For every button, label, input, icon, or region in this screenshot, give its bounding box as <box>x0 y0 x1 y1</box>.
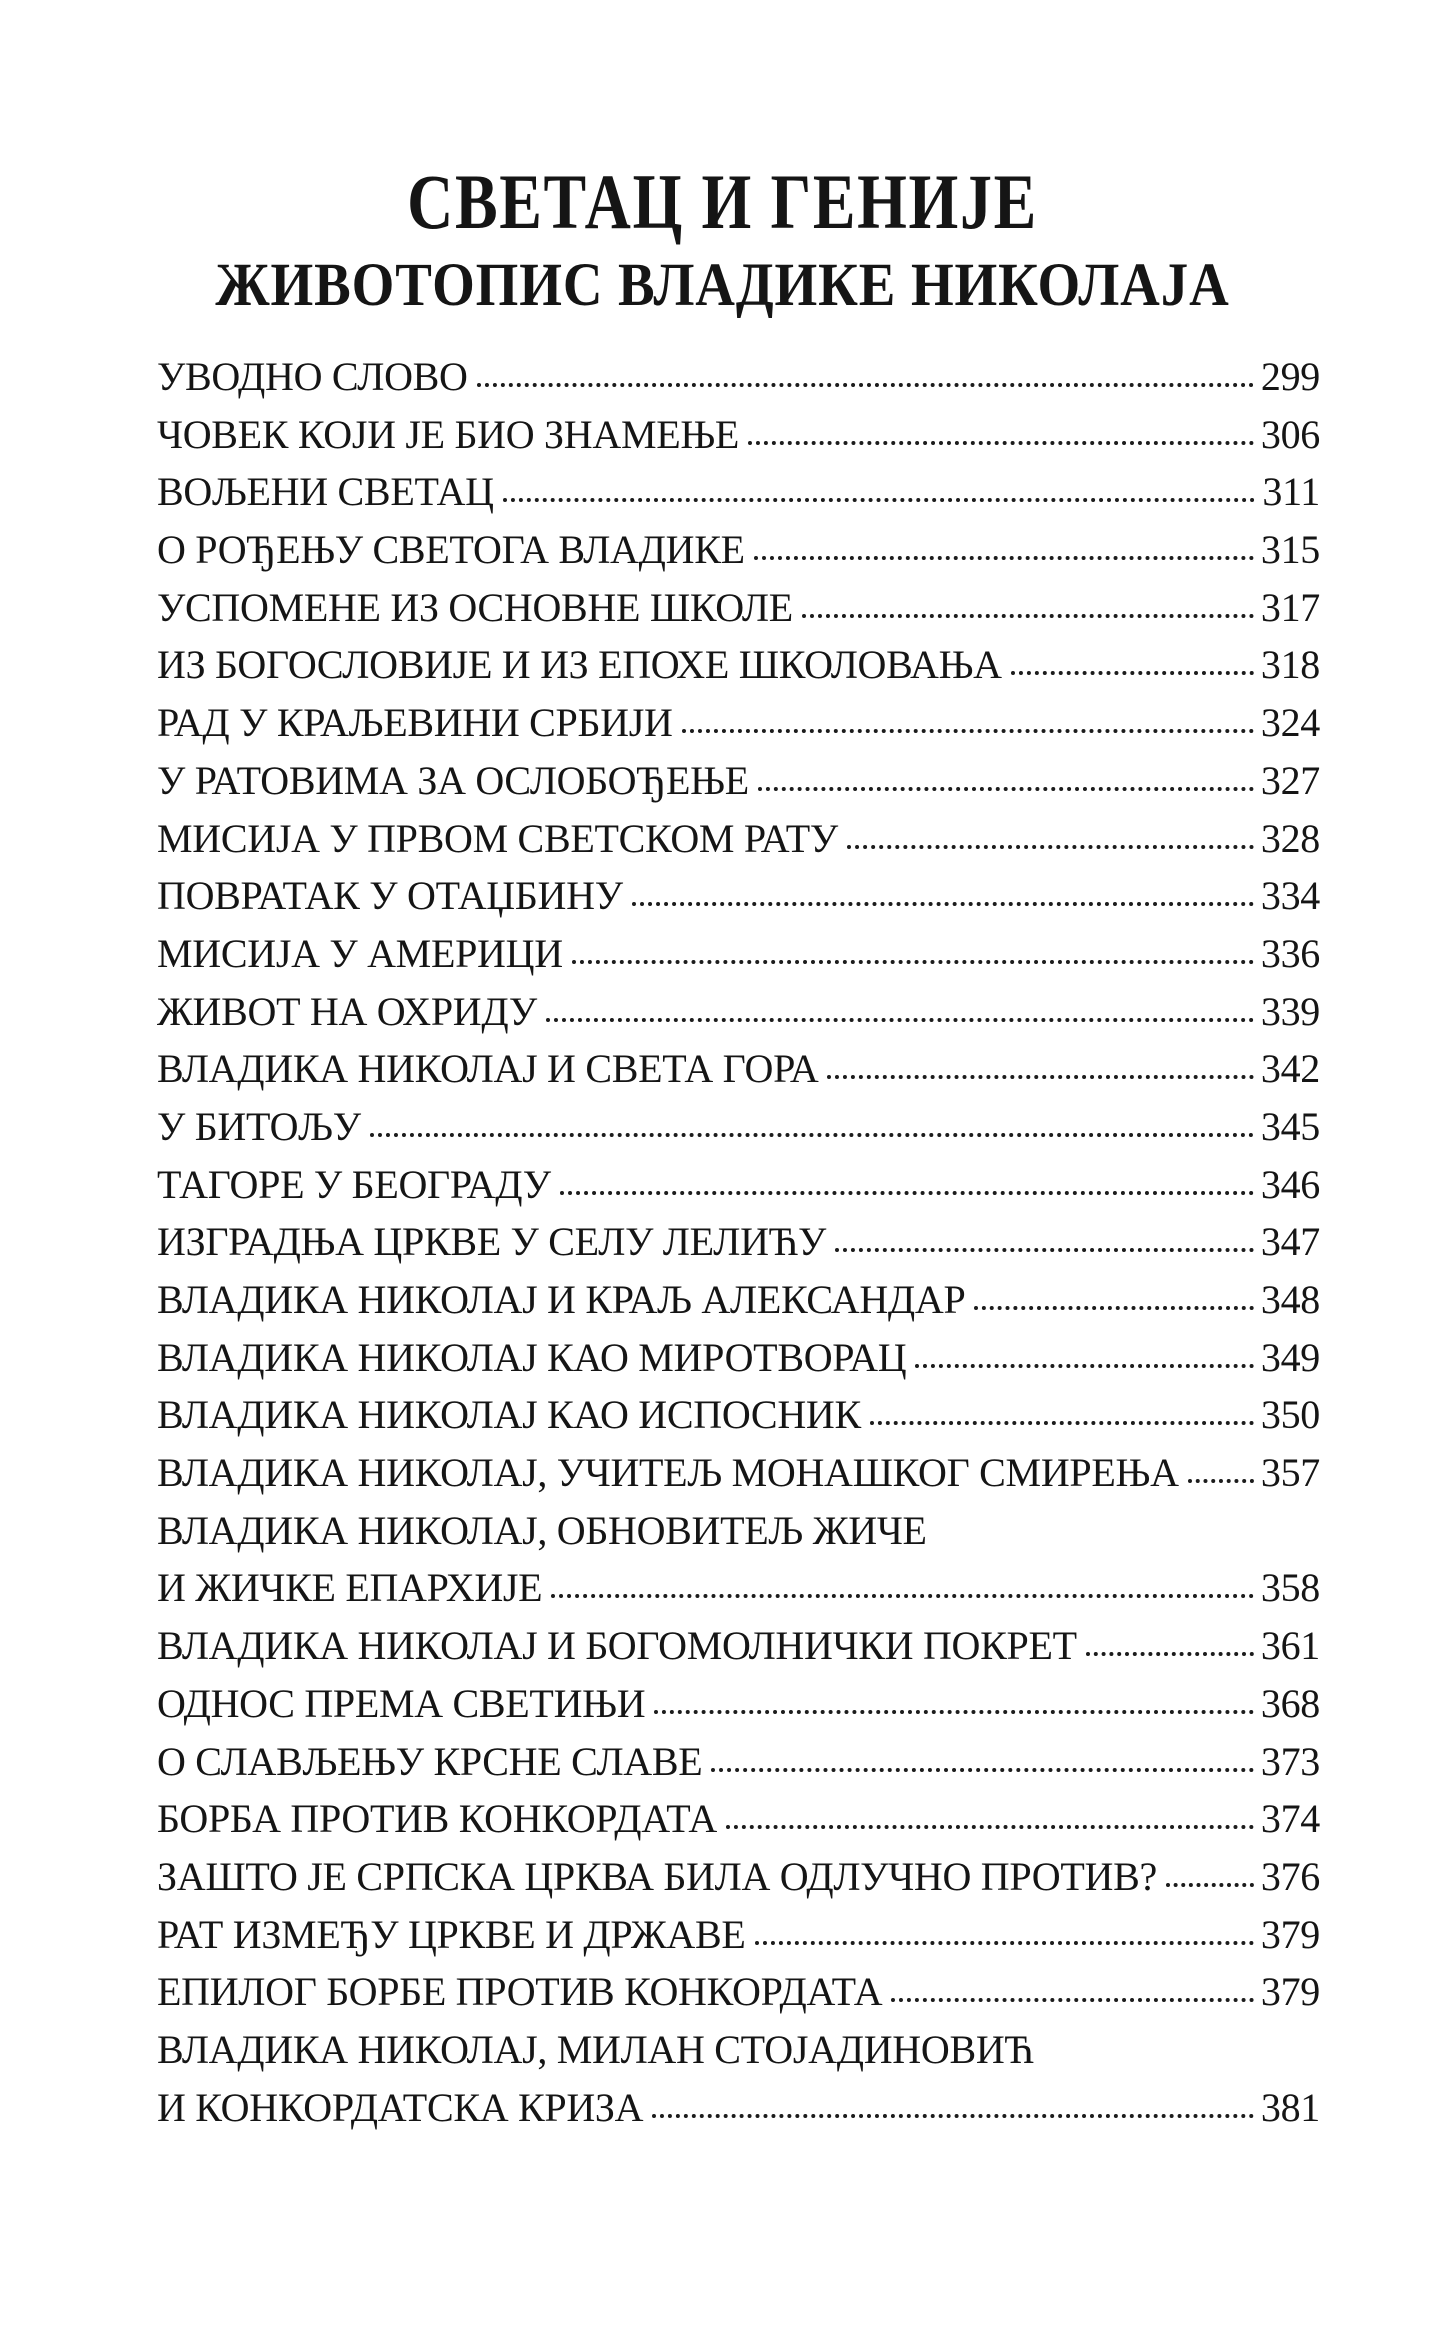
dot-leader <box>546 1018 1254 1022</box>
toc-page-number: 317 <box>1260 584 1320 630</box>
dot-leader <box>682 729 1254 733</box>
toc-page-number: 348 <box>1260 1277 1320 1322</box>
toc-entry-label: ИЗГРАДЊА ЦРКВЕ У СЕЛУ ЛЕЛИЋУ <box>157 1219 827 1265</box>
dot-leader <box>560 1191 1254 1195</box>
toc-page-number: 368 <box>1260 1680 1320 1726</box>
dot-leader <box>827 1075 1253 1079</box>
toc-page-number: 342 <box>1260 1046 1320 1092</box>
toc-entry <box>157 1963 1320 2021</box>
toc-entry <box>157 694 1320 752</box>
toc-entry-line2 <box>157 1559 1320 1617</box>
dot-leader <box>754 556 1254 560</box>
toc-page-number: 346 <box>1260 1161 1320 1207</box>
dot-leader <box>652 2114 1254 2118</box>
toc-entry <box>157 521 1320 579</box>
dot-leader <box>632 902 1254 906</box>
dot-leader <box>1086 1652 1254 1656</box>
toc-entry-label: ВЛАДИКА НИКОЛАЈ И СВЕТА ГОРА <box>157 1046 819 1092</box>
toc-entry-line2 <box>157 2079 1320 2137</box>
toc-entry <box>157 1040 1320 1098</box>
toc-page-number: 373 <box>1260 1738 1320 1784</box>
toc-entry-label: О РОЂЕЊУ СВЕТОГА ВЛАДИКЕ <box>157 527 745 573</box>
toc-entry <box>157 463 1320 521</box>
dot-leader <box>551 1594 1254 1598</box>
dot-leader <box>711 1768 1253 1772</box>
dot-leader <box>477 383 1254 387</box>
toc-page-number: 350 <box>1260 1392 1320 1438</box>
toc-entry <box>157 636 1320 694</box>
toc-entry <box>157 1329 1320 1387</box>
toc-page-number: 299 <box>1260 354 1320 399</box>
dot-leader <box>755 1941 1254 1945</box>
toc-entry-label: ЗАШТО ЈЕ СРПСКА ЦРКВА БИЛА ОДЛУЧНО ПРОТИВ? <box>157 1853 1157 1899</box>
toc-entry <box>157 1848 1320 1906</box>
toc-page-number: 339 <box>1260 988 1320 1034</box>
toc-entry-label: ИЗ БОГОСЛОВИЈЕ И ИЗ ЕПОХЕ ШКОЛОВАЊА <box>157 642 1002 688</box>
toc-entry-label: ВЛАДИКА НИКОЛАЈ КАО МИРОТВОРАЦ <box>157 1334 907 1380</box>
toc-entry-label: ВЛАДИКА НИКОЛАЈ, УЧИТЕЉ МОНАШКОГ СМИРЕЊА <box>157 1450 1179 1496</box>
toc-page-number: 345 <box>1260 1103 1320 1149</box>
dot-leader <box>974 1306 1253 1310</box>
toc-entry <box>157 1386 1320 1444</box>
toc-entry <box>157 983 1320 1041</box>
dot-leader <box>891 1998 1254 2002</box>
toc-entry <box>157 1733 1320 1791</box>
toc-page-number: 334 <box>1260 873 1320 919</box>
toc-entry <box>157 810 1320 868</box>
toc-entry <box>157 1271 1320 1329</box>
toc-entry-label: ВЛАДИКА НИКОЛАЈ И БОГОМОЛНИЧКИ ПОКРЕТ <box>157 1623 1077 1669</box>
dot-leader <box>758 787 1254 791</box>
dot-leader <box>802 614 1254 618</box>
toc-entry-label: РАТ ИЗМЕЂУ ЦРКВЕ И ДРЖАВЕ <box>157 1911 746 1957</box>
toc-page-number: 311 <box>1262 469 1320 515</box>
toc-entry-label: БОРБА ПРОТИВ КОНКОРДАТА <box>157 1796 718 1842</box>
toc-page-number: 347 <box>1260 1219 1320 1265</box>
toc-entry <box>157 579 1320 637</box>
toc-page-number: 381 <box>1260 2084 1320 2130</box>
toc-entry <box>157 1906 1320 1964</box>
dot-leader <box>503 498 1256 502</box>
dot-leader <box>654 1710 1254 1714</box>
toc-entry <box>157 1156 1320 1214</box>
toc-entry <box>157 1617 1320 1675</box>
toc-entry <box>157 406 1320 464</box>
toc-entry <box>157 1790 1320 1848</box>
toc-page-number: 357 <box>1260 1450 1320 1496</box>
dot-leader <box>1166 1883 1254 1887</box>
toc-entry-label: МИСИЈА У ПРВОМ СВЕТСКОМ РАТУ <box>157 815 838 861</box>
toc-entry-label: РАД У КРАЉЕВИНИ СРБИЈИ <box>157 700 673 746</box>
toc-entry-label: ТАГОРЕ У БЕОГРАДУ <box>157 1161 551 1207</box>
toc-entry-label: УВОДНО СЛОВО <box>157 354 468 399</box>
toc-entry-label: ЕПИЛОГ БОРБЕ ПРОТИВ КОНКОРДАТА <box>157 1969 883 2015</box>
toc-entry-label: ВЛАДИКА НИКОЛАЈ, МИЛАН СТОЈАДИНОВИЋ <box>157 2026 1034 2072</box>
toc-page-number: 306 <box>1260 411 1320 457</box>
toc-page-number: 379 <box>1260 1969 1320 2015</box>
dot-leader <box>835 1248 1254 1252</box>
toc-page-number: 327 <box>1260 757 1320 803</box>
toc-page-number: 358 <box>1260 1565 1320 1611</box>
dot-leader <box>870 1421 1254 1425</box>
toc-page-number: 336 <box>1260 930 1320 976</box>
toc-entry-label: ВЛАДИКА НИКОЛАЈ И КРАЉ АЛЕКСАНДАР <box>157 1277 966 1322</box>
toc-entry-label: УСПОМЕНЕ ИЗ ОСНОВНЕ ШКОЛЕ <box>157 584 793 630</box>
toc-entry-label: ОДНОС ПРЕМА СВЕТИЊИ <box>157 1680 646 1726</box>
toc-page-number: 328 <box>1260 815 1320 861</box>
dot-leader <box>1188 1479 1254 1483</box>
toc-entry-label: И ЖИЧКЕ ЕПАРХИЈЕ <box>157 1565 543 1611</box>
toc-page-number: 374 <box>1260 1796 1320 1842</box>
book-title: СВЕТАЦ И ГЕНИЈЕ <box>407 158 1038 245</box>
toc-entry-label: У РАТОВИМА ЗА ОСЛОБОЂЕЊЕ <box>157 757 749 803</box>
dot-leader <box>726 1825 1254 1829</box>
toc-entry-label: И КОНКОРДАТСКА КРИЗА <box>157 2084 644 2130</box>
toc-page-number: 349 <box>1260 1334 1320 1380</box>
toc-entry <box>157 752 1320 810</box>
title-block <box>0 0 1445 322</box>
toc-page-number: 376 <box>1260 1853 1320 1899</box>
toc-entry-label: МИСИЈА У АМЕРИЦИ <box>157 930 563 976</box>
toc-entry-label: ВЛАДИКА НИКОЛАЈ КАО ИСПОСНИК <box>157 1392 861 1438</box>
dot-leader <box>370 1133 1254 1137</box>
toc-entry-label: ПОВРАТАК У ОТАЏБИНУ <box>157 873 623 919</box>
dot-leader <box>748 441 1254 445</box>
toc-page-number: 361 <box>1260 1623 1320 1669</box>
toc-page-number: 315 <box>1260 527 1320 573</box>
book-subtitle: ЖИВОТОПИС ВЛАДИКЕ НИКОЛАЈА <box>215 252 1230 319</box>
dot-leader <box>847 845 1254 849</box>
toc-entry <box>157 925 1320 983</box>
dot-leader <box>915 1364 1254 1368</box>
toc-entry <box>157 1098 1320 1156</box>
toc-page-number: 318 <box>1260 642 1320 688</box>
toc-entry <box>157 1675 1320 1733</box>
toc-entry <box>157 348 1320 406</box>
toc-entry-label: ЧОВЕК КОЈИ ЈЕ БИО ЗНАМЕЊЕ <box>157 411 740 457</box>
toc-page-number: 379 <box>1260 1911 1320 1957</box>
toc-entry <box>157 1444 1320 1502</box>
toc-entry-label: ЖИВОТ НА ОХРИДУ <box>157 988 537 1034</box>
toc-entry-line1 <box>157 1502 1320 1560</box>
toc-entry <box>157 867 1320 925</box>
toc-entry <box>157 1213 1320 1271</box>
dot-leader <box>1011 671 1254 675</box>
toc-entry-label: У БИТОЉУ <box>157 1103 361 1149</box>
toc-entry-label: ВОЉЕНИ СВЕТАЦ <box>157 469 494 515</box>
dot-leader <box>572 960 1254 964</box>
toc-page-number: 324 <box>1260 700 1320 746</box>
table-of-contents <box>157 348 1320 2136</box>
toc-entry-label: О СЛАВЉЕЊУ КРСНЕ СЛАВЕ <box>157 1738 703 1784</box>
toc-entry-line1 <box>157 2021 1320 2079</box>
toc-entry-label: ВЛАДИКА НИКОЛАЈ, ОБНОВИТЕЉ ЖИЧЕ <box>157 1507 927 1553</box>
